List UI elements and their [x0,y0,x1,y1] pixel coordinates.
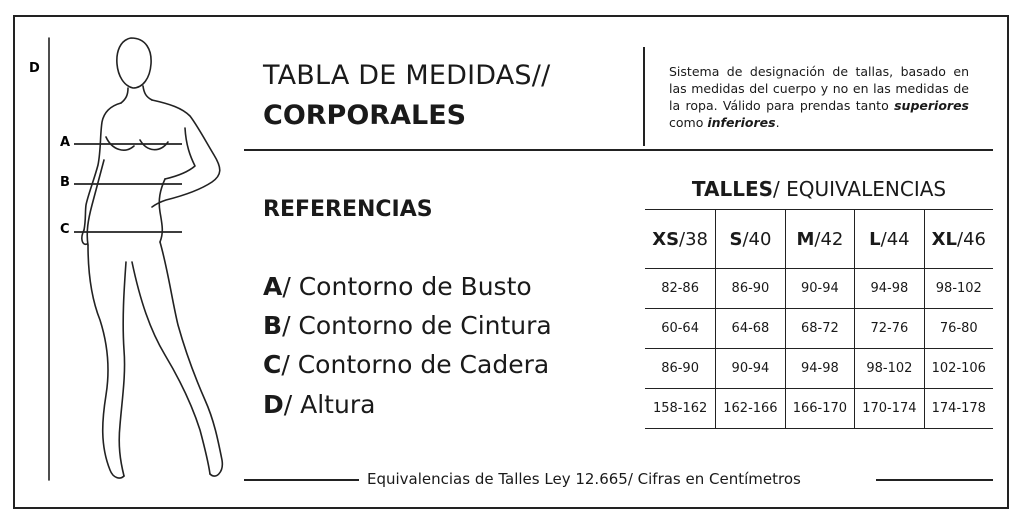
footer-text: Equivalencias de Talles Ley 12.665/ Cifras en Centímetros [367,470,801,488]
description-text-1: Sistema de designación de tallas, basado en las medidas del cuerpo y no en las medidas de la ropa. Válido para prendas tanto [669,64,969,113]
reference-key: B [263,311,283,340]
table-cell: 72-76 [855,309,924,349]
size-column-header: XS/38 [652,228,708,250]
size-column-header: XL/46 [924,210,993,269]
size-column-header: L/44 [855,210,924,269]
head-outline [117,38,151,88]
table-row [645,389,993,429]
table-cell: 158-162 [652,401,708,416]
table-cell: 64-68 [716,309,785,349]
reference-item-a [263,272,532,301]
table-cell: 170-174 [855,389,924,429]
reference-key: A [263,272,283,301]
label-a: A [60,135,71,150]
page-title-line1: TABLA DE MEDIDAS// [263,60,551,91]
table-cell: 68-72 [785,309,854,349]
reference-text: / Altura [283,390,376,419]
header-divider [643,47,645,146]
table-cell: 94-98 [855,269,924,309]
footer-line-right [876,479,993,481]
size-table-heading-rest: / EQUIVALENCIAS [773,177,947,201]
size-table-header-row [645,210,993,269]
reference-item-b [263,311,552,340]
label-b: B [60,175,70,190]
reference-text: / Contorno de Busto [282,272,532,301]
table-cell: 86-90 [661,361,699,376]
table-cell: 94-98 [785,349,854,389]
size-table-heading-bold: TALLES [691,177,774,201]
table-cell: 82-86 [661,281,699,296]
description [669,63,969,131]
size-column-header: S/40 [716,210,785,269]
table-row [645,269,993,309]
reference-key: D [263,390,284,419]
table-cell: 86-90 [716,269,785,309]
label-c: C [60,222,70,237]
table-row [645,309,993,349]
header-separator [244,149,993,151]
table-cell: 90-94 [716,349,785,389]
label-d: D [29,61,40,76]
table-cell: 102-106 [924,349,993,389]
reference-text: / Contorno de Cintura [282,311,552,340]
table-cell: 166-170 [785,389,854,429]
reference-item-c [263,350,549,379]
table-cell: 162-166 [716,389,785,429]
reference-text: / Contorno de Cadera [281,350,550,379]
footer-line-left [244,479,359,481]
table-cell: 60-64 [661,321,699,336]
references-heading: REFERENCIAS [263,197,433,222]
description-text-3: . [775,115,780,130]
table-cell: 174-178 [924,389,993,429]
table-row [645,349,993,389]
table-cell: 98-102 [855,349,924,389]
description-bold-2: inferiores [707,115,776,130]
table-cell: 90-94 [785,269,854,309]
description-text-2: como [669,115,708,130]
description-bold-1: superiores [894,98,969,113]
reference-key: C [263,350,282,379]
size-table-heading [645,177,993,201]
page-title-line2: CORPORALES [263,100,467,131]
table-cell: 76-80 [924,309,993,349]
size-column-header: M/42 [785,210,854,269]
table-cell: 98-102 [924,269,993,309]
body-figure [0,0,260,524]
reference-item-d [263,390,375,419]
size-table [645,209,993,429]
